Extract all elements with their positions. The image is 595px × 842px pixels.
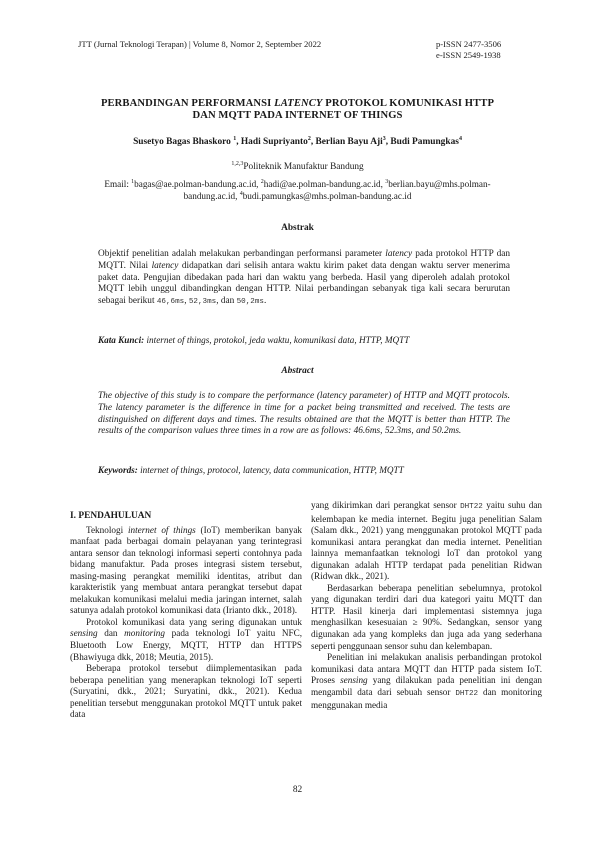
title-line-1 xyxy=(70,98,525,110)
email-1: bagas@ae.polman-bandung.ac.id, xyxy=(134,179,261,189)
text: pada teknologi IoT yaitu NFC, Bluetooth Low Energy, MQTT, HTTP dan HTTPS (Bhawiyuga dkk, 2018; Meutia, 2015). xyxy=(70,628,303,662)
title-line-2: DAN MQTT PADA INTERNET OF THINGS xyxy=(192,110,403,121)
italic-text: sensing xyxy=(70,628,98,639)
text: dan monitoring menggunakan media xyxy=(311,686,542,711)
email-3-cont: bandung.ac.id, xyxy=(183,191,240,201)
paragraph-1 xyxy=(70,525,302,617)
paper-title xyxy=(70,98,525,122)
title-part: PROTOKOL KOMUNIKASI HTTP xyxy=(322,98,495,109)
author-2: , Hadi Supriyanto xyxy=(236,137,308,147)
abstract-heading: Abstract xyxy=(281,366,314,376)
abstrak-text: Objektif penelitian adalah melakukan perbandingan performansi parameter xyxy=(98,249,386,259)
text: dan xyxy=(97,628,125,639)
italic-text: monitoring xyxy=(124,628,165,639)
author-list xyxy=(70,137,525,147)
author-4: , Budi Pamungkas xyxy=(385,137,459,147)
running-header-issn xyxy=(436,39,501,61)
keywords-text: internet of things, protocol, latency, data communication, HTTP, MQTT xyxy=(137,465,404,475)
eissn: e-ISSN 2549-1938 xyxy=(436,50,501,60)
author-sup: 1 xyxy=(233,135,237,142)
kata-kunci-label: Kata Kunci: xyxy=(98,335,145,345)
paragraph-6 xyxy=(311,652,542,712)
keywords-label: Keywords: xyxy=(98,465,138,475)
email-prefix: Email: xyxy=(104,179,132,189)
email-line-2 xyxy=(70,190,525,202)
affiliation-name: Politeknik Manufaktur Bandung xyxy=(243,162,364,172)
affiliation-sup: 1,2,3 xyxy=(231,160,244,167)
italic-text: internet of things xyxy=(127,524,196,535)
author-sup: 4 xyxy=(458,135,462,142)
title-part: PERBANDINGAN PERFORMANSI xyxy=(100,98,275,109)
running-header-journal: JTT (Jurnal Teknologi Terapan) | Volume 8, Nomor 2, September 2022 xyxy=(78,39,322,49)
separator: . xyxy=(263,296,267,307)
email-line-1 xyxy=(70,178,525,190)
pissn: p-ISSN 2477-3506 xyxy=(436,39,502,49)
separator: , dan xyxy=(216,296,237,307)
email-2: hadi@ae.polman-bandung.ac.id, xyxy=(263,179,386,189)
email-3: berlian.bayu@mhs.polman- xyxy=(388,179,491,189)
separator: , xyxy=(184,296,189,307)
email-sup: 2 xyxy=(260,178,264,185)
paragraph-4 xyxy=(311,500,542,583)
email-sup: 4 xyxy=(239,190,243,197)
title-italic: LATENCY xyxy=(274,98,323,109)
text: yang dilakukan pada penelitian ini dengan mengambil data dari sebuah sensor xyxy=(311,675,542,697)
text: (IoT) memberikan banyak manfaat pada berbagai domain pelayanan yang terintegrasi antara sensor dan teknologi informasi seperti contohnya pada bidang manufaktur. Pada proses integrasi sistem tersebut, masing-masing perangkat memiliki identitas, atribut dan karakteristik yang membuat antara perangkat tersebut dapat melakukan komunikasi melalui media jaringan internet, salah satunya adalah protokol komunikasi data (Irianto dkk., 2018). xyxy=(70,524,303,616)
value-3: 50,2ms xyxy=(236,298,264,307)
abstrak-italic: latency xyxy=(151,260,179,271)
text: Protokol komunikasi data yang sering digunakan untuk xyxy=(86,616,302,627)
author-sup: 3 xyxy=(382,135,386,142)
author-3: , Berlian Bayu Aji xyxy=(310,137,383,147)
paragraph-2 xyxy=(70,617,302,663)
keywords xyxy=(98,465,510,475)
kata-kunci-text: internet of things, protokol, jeda waktu, komunikasi data, HTTP, MQTT xyxy=(144,335,410,345)
email-sup: 1 xyxy=(131,178,135,185)
paragraph-3: Beberapa protokol tersebut diimplementasikan pada beberapa penelitian yang menerapkan teknologi IoT seperti (Suryatini, dkk., 2021; Suryatini, dkk., 2021). Kedua penelitian tersebut menggunakan protokol MQTT untuk paket data xyxy=(70,663,302,720)
text: yaitu suhu dan kelembapan ke media internet. Begitu juga penelitian Salam (Salam dkk., 2021) yang menggunakan protokol MQTT pada komunikasi antara perangkat dan media internet. Penelitian lainnya memanfaatkan teknologi IoT dan protokol yang digunakan adalah HTTP terdapat pada penelitian Ridwan (Ridwan dkk., 2021). xyxy=(311,500,542,582)
email-block xyxy=(70,178,525,202)
abstrak-heading: Abstrak xyxy=(281,223,314,233)
italic-text: sensing xyxy=(340,675,368,686)
text: Penelitian ini melakukan analisis perbandingan protokol komunikasi data antara MQTT dan HTTP pada sistem IoT. Proses xyxy=(311,652,542,686)
abstrak-italic: latency xyxy=(385,249,413,259)
author-1: Susetyo Bagas Bhaskoro xyxy=(133,137,234,147)
email-sup: 3 xyxy=(385,178,389,185)
affiliation xyxy=(70,162,525,172)
paragraph-5: Berdasarkan beberapa penelitian sebelumnya, protokol yang digunakan terdiri dari dua kategori yaitu MQTT dan HTTP. Hasil kinerja dari implementasi sistemnya juga menghasilkan kesesuaian ≥ 90%. Sedangkan, sensor yang digunakan ada yang kompleks dan juga ada yang sederhana seperti penggunaan sensor suhu dan kelembapan. xyxy=(311,582,542,651)
section-heading: I. PENDAHULUAN xyxy=(70,511,152,521)
abstract-body: The objective of this study is to compare the performance (latency parameter) of HTTP and MQTT protocols. The latency parameter is the difference in time for a packet being transmitted and received. The tests are distinguished on different days and times. The results obtained are that the MQTT is better than HTTP. The results of the comparison values three times in a row are as follows: 46.6ms, 52.3ms, and 50.2ms. xyxy=(98,391,510,437)
page-number: 82 xyxy=(292,785,303,795)
kata-kunci xyxy=(98,335,510,345)
text: yang dikirimkan dari perangkat sensor xyxy=(311,500,461,510)
author-sup: 2 xyxy=(307,135,311,142)
abstrak-text: didapatkan dari selisih antara waktu kirim paket data dengan waktu server menerima paket data. Pengujian dibedakan pada hari dan waktu yang berbeda. Hasil yang diperoleh adalah protokol MQTT lebih unggul dibandingkan dengan HTTP. Nilai perbandingan sebanyak tiga kali secara berurutan sebagai berikut xyxy=(98,260,510,307)
email-4: budi.pamungkas@mhs.polman-bandung.ac.id xyxy=(242,191,412,201)
abstrak-text: pada protokol HTTP dan MQTT. Nilai xyxy=(98,249,510,271)
text: Teknologi xyxy=(86,524,128,535)
value-1: 46,6ms xyxy=(156,298,185,307)
value-2: 52,3ms xyxy=(188,298,217,307)
sensor-name: DHT22 xyxy=(460,503,483,511)
abstrak-body xyxy=(98,249,510,309)
right-column xyxy=(311,500,542,712)
sensor-name: DHT22 xyxy=(455,689,479,698)
left-column xyxy=(70,511,302,721)
